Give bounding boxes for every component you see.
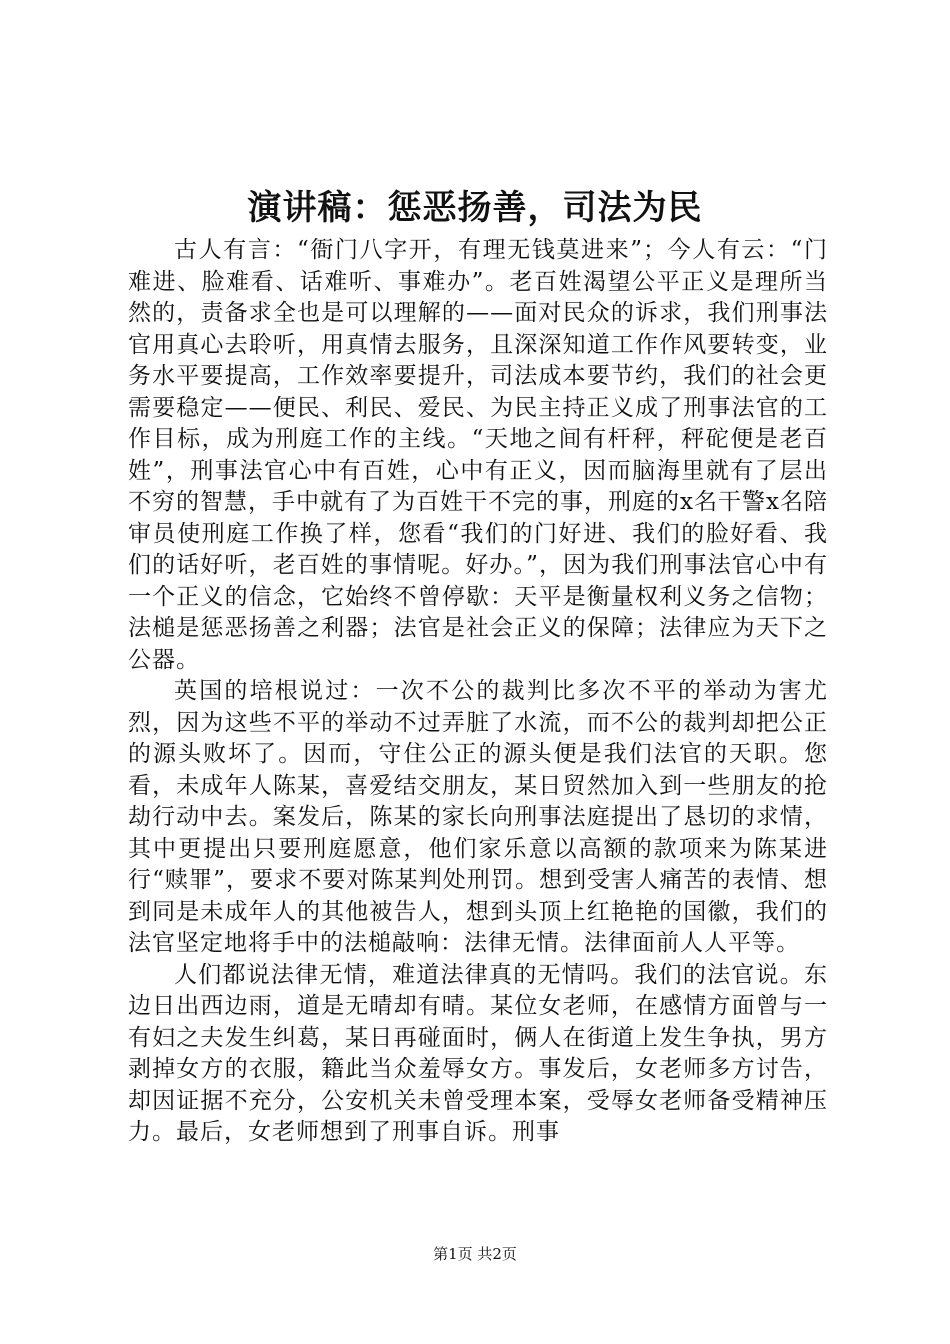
page-footer: 第1页 共2页 bbox=[433, 1245, 517, 1263]
paragraph-2: 英国的培根说过：一次不公的裁判比多次不平的举动为害尤烈，因为这些不平的举动不过弄脏了水流，而不公的裁判却把公正的源头败坏了。因而，守住公正的源头便是我们法官的天职。您看，未成年人陈某，喜爱结交朋友，某日贸然加入到一些朋友的抢劫行动中去。案发后，陈某的家长向刑事法庭提出了恳切的求情，其中更提出只要刑庭愿意，他们家乐意以高额的款项来为陈某进行“赎罪”，要求不要对陈某判处刑罚。想到受害人痛苦的表情、想到同是未成年人的其他被告人，想到头顶上红艳艳的国徽，我们的法官坚定地将手中的法槌敲响：法律无情。法律面前人人平等。 bbox=[128, 678, 828, 956]
paragraph-3: 人们都说法律无情，难道法律真的无情吗。我们的法官说。东边日出西边雨，道是无晴却有晴。某位女老师，在感情方面曾与一有妇之夫发生纠葛，某日再碰面时，俩人在街道上发生争执，男方剥掉女方的衣服，籍此当众羞辱女方。事发后，女老师多方讨告，却因证据不充分，公安机关未曾受理本案，受辱女老师备受精神压力。最后，女老师想到了刑事自诉。刑事 bbox=[128, 961, 828, 1145]
paragraph-1: 古人有言：“衙门八字开，有理无钱莫进来”；今人有云：“门难进、脸难看、话难听、事难办”。老百姓渴望公平正义是理所当然的，责备求全也是可以理解的——面对民众的诉求，我们刑事法官用真心去聆听，用真情去服务，且深深知道工作作风要转变，业务水平要提高，工作效率要提升，司法成本要节约，我们的社会更需要稳定——便民、利民、爱民、为民主持正义成了刑事法官的工作目标，成为刑庭工作的主线。“天地之间有杆秤，秤砣便是老百姓”，刑事法官心中有百姓，心中有正义，因而脑海里就有了层出不穷的智慧，手中就有了为百姓干不完的事，刑庭的x名干警x名陪审员使刑庭工作换了样，您看“我们的门好进、我们的脸好看、我们的话好听，老百姓的事情呢。好办。”，因为我们刑事法官心中有一个正义的信念，它始终不曾停歇：天平是衡量权利义务之信物；法槌是惩恶扬善之利器；法官是社会正义的保障；法律应为天下之公器。 bbox=[128, 237, 828, 673]
document-body bbox=[128, 235, 828, 1149]
document-title: 演讲稿：惩恶扬善，司法为民 bbox=[247, 188, 703, 228]
